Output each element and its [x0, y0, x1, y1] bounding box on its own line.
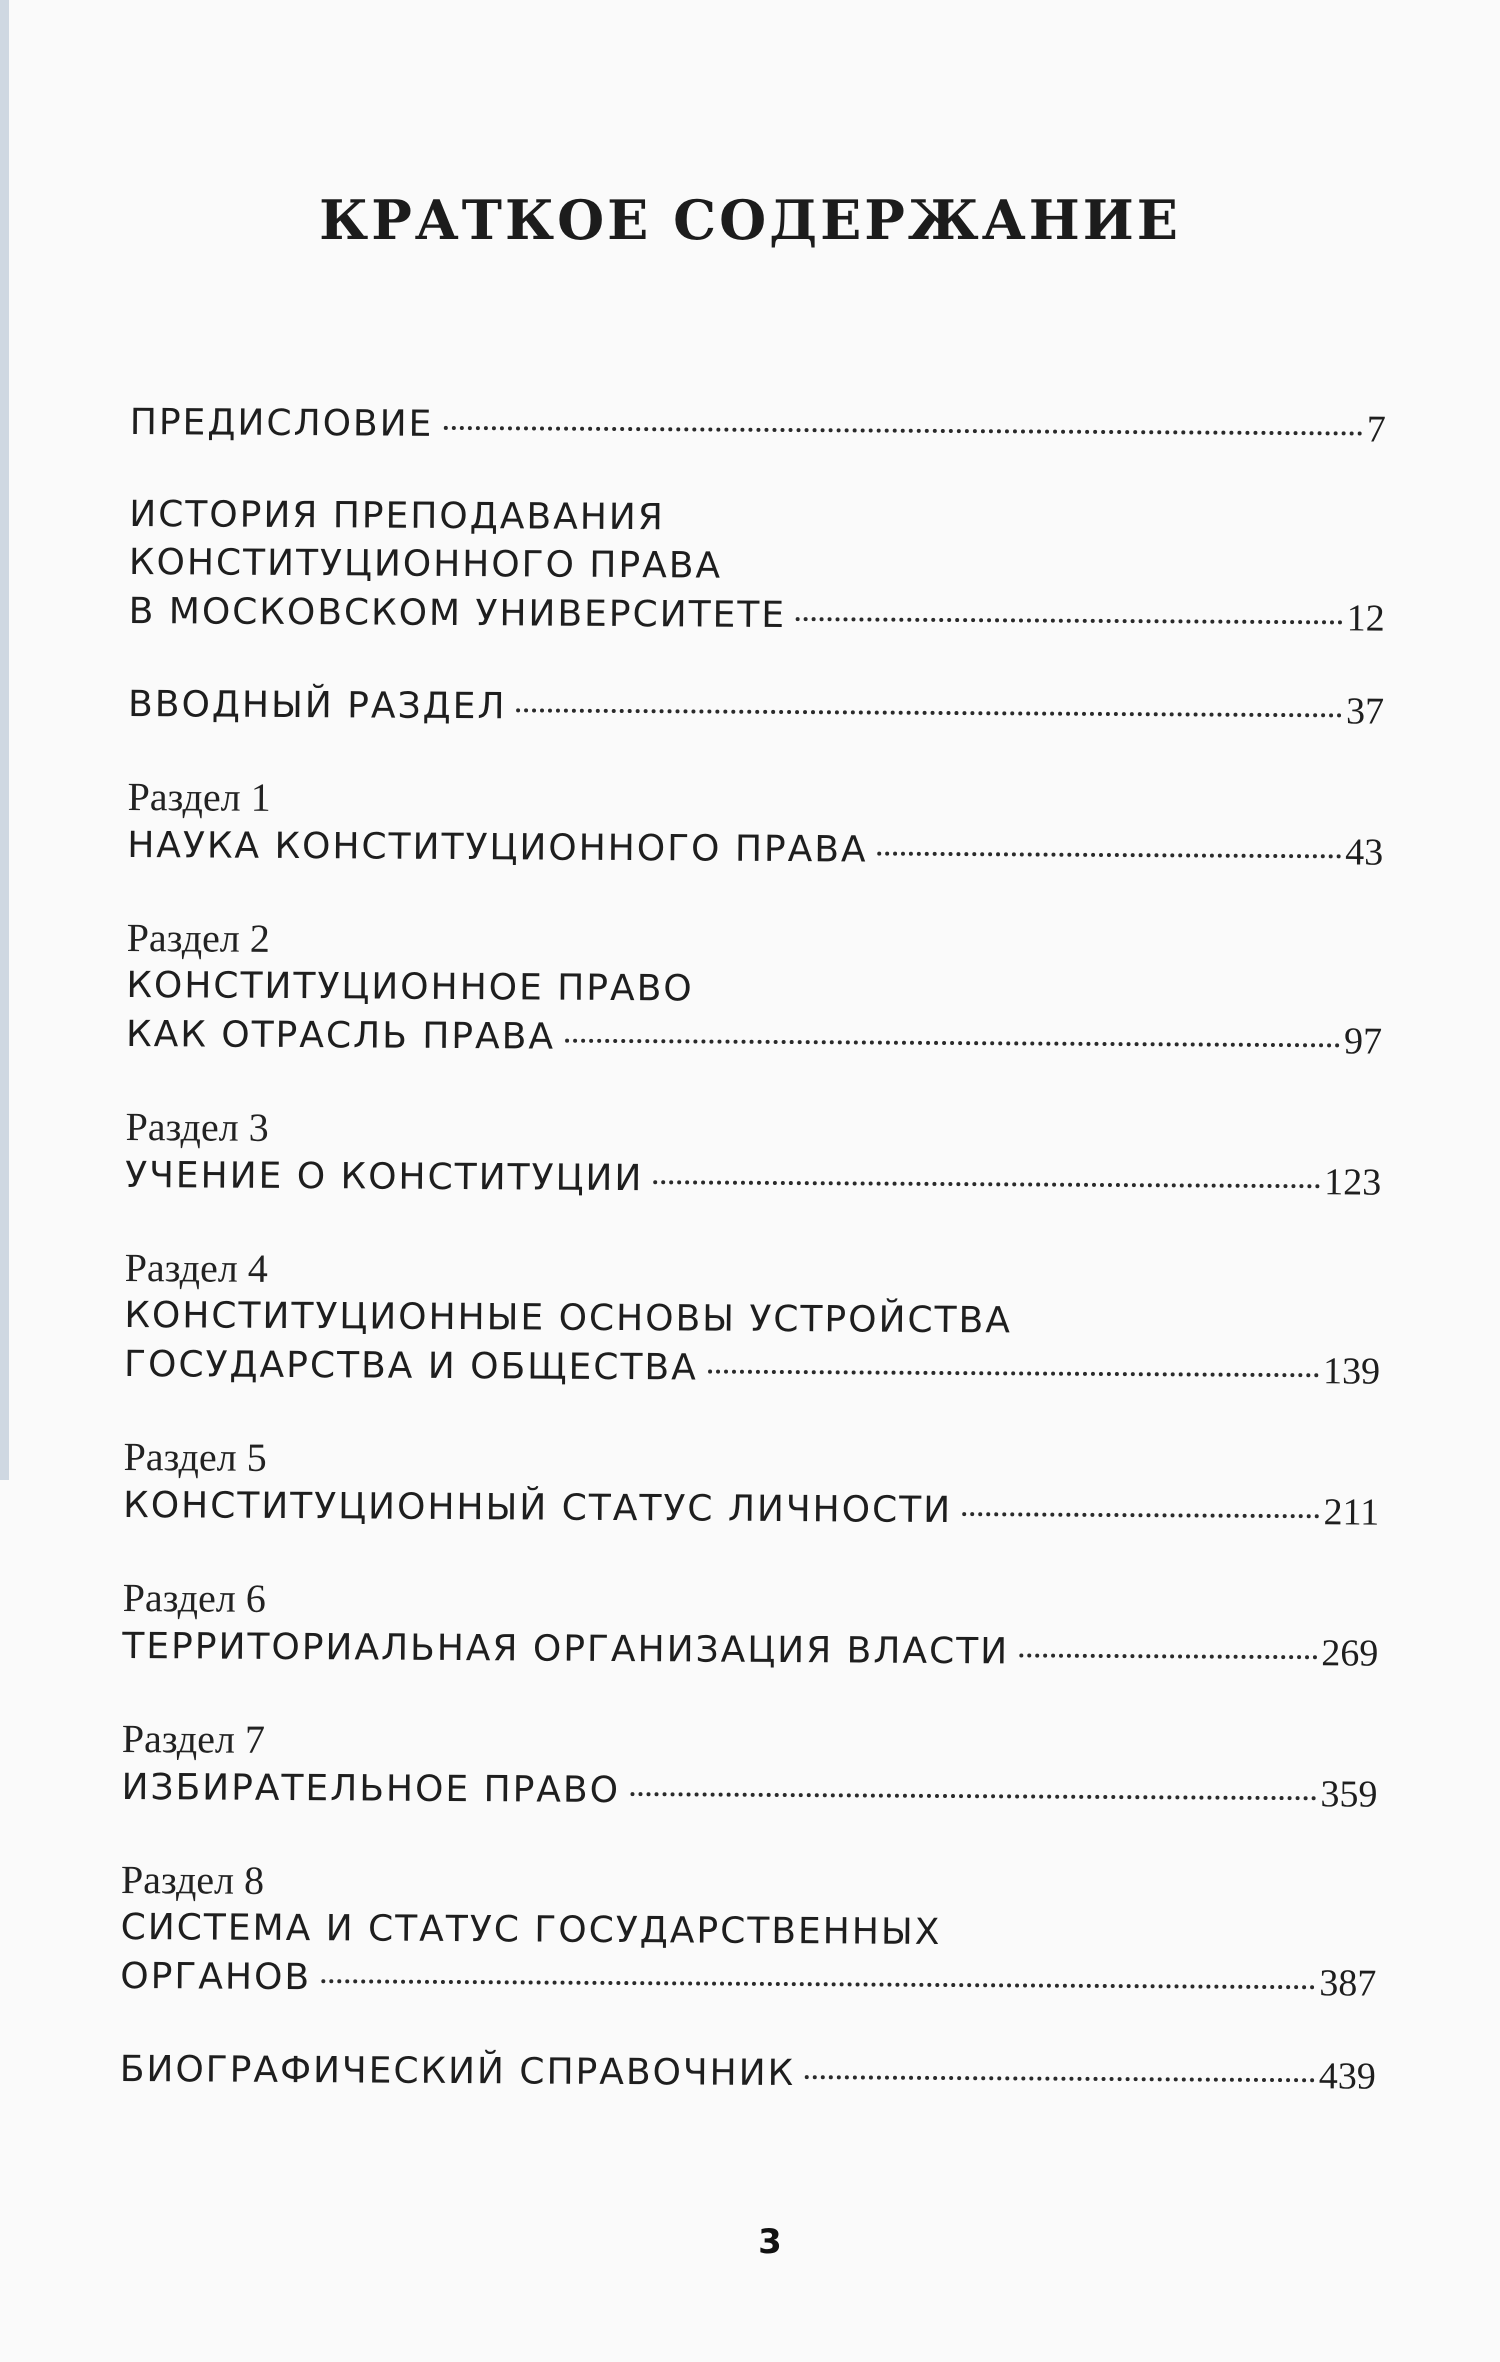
- toc-entry[interactable]: [121, 1715, 1378, 1820]
- page-title: КРАТКОЕ СОДЕРЖАНИЕ: [319, 188, 1181, 252]
- dot-leader: [796, 616, 1343, 624]
- entry-page-number: 139: [1322, 1350, 1381, 1393]
- entry-title-line: [122, 1622, 1378, 1679]
- entry-title-line: [127, 821, 1383, 878]
- toc-entry[interactable]: [128, 680, 1384, 737]
- toc-entry[interactable]: [126, 914, 1383, 1067]
- section-label: Раздел 1: [127, 773, 271, 820]
- dot-leader: [517, 707, 1343, 717]
- entry-title-text: КАК ОТРАСЛЬ ПРАВА: [125, 1013, 556, 1058]
- section-label: Раздел 7: [121, 1715, 266, 1762]
- dot-leader: [321, 1978, 1315, 1989]
- section-label: Раздел 2: [126, 914, 270, 961]
- entry-title-text: ИЗБИРАТЕЛЬНОЕ ПРАВО: [121, 1766, 621, 1812]
- entry-title-line: [120, 1952, 1376, 2009]
- entry-page-number: 387: [1319, 1962, 1377, 2005]
- entry-title-text: ГОСУДАРСТВА И ОБЩЕСТВА: [123, 1343, 698, 1389]
- entry-title-line: КОНСТИТУЦИОННЫЕ ОСНОВЫ УСТРОЙСТВА: [124, 1294, 1013, 1342]
- entry-title-text: ПРЕДИСЛОВИЕ: [129, 401, 434, 445]
- entry-title-text: УЧЕНИЕ О КОНСТИТУЦИИ: [125, 1154, 644, 1200]
- entry-title-line: [124, 1340, 1380, 1397]
- toc-entry[interactable]: [120, 2045, 1376, 2102]
- dot-leader: [962, 1511, 1320, 1518]
- entry-title-text: БИОГРАФИЧЕСКИЙ СПРАВОЧНИК: [119, 2048, 796, 2095]
- entry-title-text: ВВОДНЫЙ РАЗДЕЛ: [128, 683, 507, 728]
- entry-page-number: 211: [1323, 1491, 1380, 1534]
- dot-leader: [878, 851, 1342, 859]
- entry-page-number: 123: [1324, 1161, 1382, 1204]
- dot-leader: [805, 2074, 1315, 2082]
- section-label: Раздел 3: [125, 1103, 269, 1150]
- entry-page-number: 43: [1345, 831, 1384, 874]
- entry-title-line: [125, 1151, 1381, 1208]
- toc-entry[interactable]: [127, 773, 1384, 878]
- entry-title-line: ИСТОРИЯ ПРЕПОДАВАНИЯ: [129, 493, 665, 539]
- dot-leader: [708, 1369, 1319, 1378]
- entry-page-number: 97: [1343, 1020, 1383, 1063]
- entry-title-line: [130, 398, 1386, 455]
- entry-title-line: СИСТЕМА И СТАТУС ГОСУДАРСТВЕННЫХ: [120, 1906, 942, 1953]
- entry-title-line: [120, 2045, 1376, 2102]
- entry-page-number: 359: [1320, 1773, 1378, 1816]
- entry-title-line: [121, 1763, 1377, 1820]
- toc-entry[interactable]: [124, 1244, 1381, 1397]
- entry-title-line: [129, 587, 1385, 644]
- dot-leader: [1019, 1652, 1317, 1659]
- section-label: Раздел 8: [120, 1856, 265, 1903]
- toc-entry[interactable]: [130, 398, 1386, 455]
- entry-page-number: 269: [1321, 1632, 1379, 1675]
- entry-title-text: В МОСКОВСКОМ УНИВЕРСИТЕТЕ: [128, 590, 787, 637]
- page-number: 3: [758, 2222, 782, 2262]
- entry-title-line: КОНСТИТУЦИОННОЕ ПРАВО: [126, 964, 694, 1010]
- entry-page-number: 12: [1346, 597, 1385, 640]
- entry-page-number: 7: [1366, 408, 1386, 451]
- entry-title-text: НАУКА КОНСТИТУЦИОННОГО ПРАВА: [127, 824, 868, 871]
- dot-leader: [565, 1038, 1340, 1048]
- section-label: Раздел 5: [123, 1433, 267, 1480]
- entry-title-text: ТЕРРИТОРИАЛЬНАЯ ОРГАНИЗАЦИЯ ВЛАСТИ: [122, 1625, 1010, 1673]
- dot-leader: [630, 1791, 1317, 1800]
- entry-title-text: КОНСТИТУЦИОННЫЙ СТАТУС ЛИЧНОСТИ: [123, 1484, 953, 1532]
- entry-page-number: 37: [1345, 690, 1385, 733]
- dot-leader: [653, 1179, 1320, 1188]
- dot-leader: [443, 425, 1363, 436]
- section-label: Раздел 6: [122, 1574, 266, 1621]
- entry-title-line: [126, 1010, 1382, 1067]
- table-of-contents: [119, 398, 1386, 2146]
- entry-title-line: КОНСТИТУЦИОННОГО ПРАВА: [128, 541, 723, 587]
- toc-entry[interactable]: [125, 1103, 1382, 1208]
- toc-entry[interactable]: [129, 491, 1386, 644]
- toc-entry[interactable]: [123, 1433, 1380, 1538]
- toc-entry[interactable]: [120, 1856, 1377, 2009]
- entry-title-line: [123, 1481, 1379, 1538]
- toc-entry[interactable]: [122, 1574, 1379, 1679]
- section-label: Раздел 4: [124, 1244, 268, 1291]
- entry-title-line: [128, 680, 1384, 737]
- entry-page-number: 439: [1318, 2055, 1376, 2098]
- entry-title-text: ОРГАНОВ: [120, 1955, 312, 1999]
